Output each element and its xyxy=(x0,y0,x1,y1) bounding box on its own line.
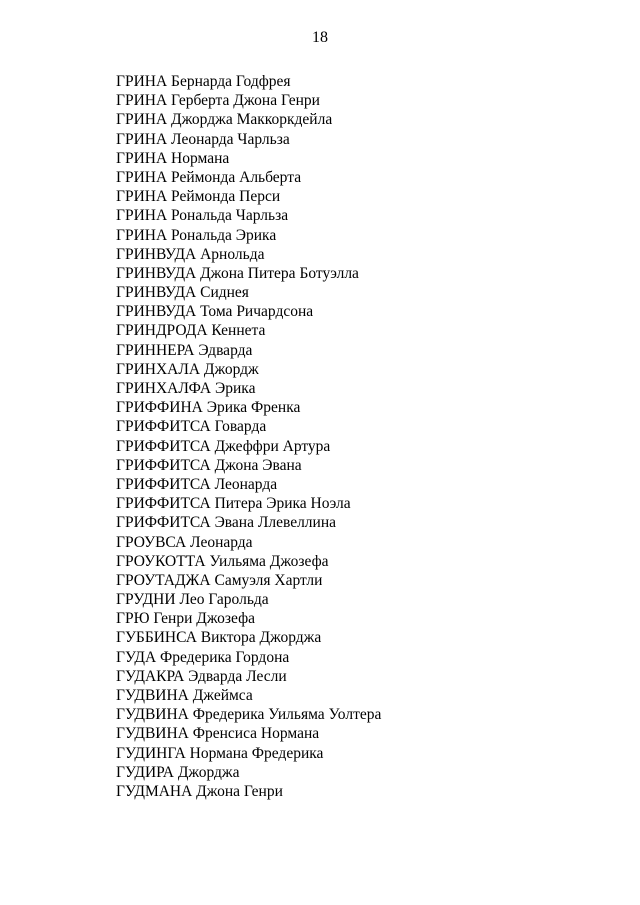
name-list-item: ГРИНХАЛФА Эрика xyxy=(116,380,256,397)
name-list xyxy=(116,72,381,801)
name-list-item: ГРИНВУДА Джона Питера Ботуэлла xyxy=(116,264,359,282)
name-list-item: ГРИФФИТСА Джона Эвана xyxy=(116,456,302,474)
name-list-item: ГРИНА Реймонда Перси xyxy=(116,188,281,206)
name-list-item: ГРИФФИТСА Эвана Ллевеллина xyxy=(116,514,337,532)
name-list-item: ГРИННЕРА Эдварда xyxy=(116,341,253,359)
name-list-item: ГУББИНСА Виктора Джорджа xyxy=(116,629,322,647)
name-list-item: ГРОУТАДЖА Самуэля Хартли xyxy=(116,571,323,589)
name-list-item: ГРОУКОТТА Уильяма Джозефа xyxy=(116,552,329,570)
name-list-item: ГРИНА Реймонда Альберта xyxy=(116,168,302,186)
name-list-item: ГРИНВУДА Тома Ричардсона xyxy=(116,303,314,321)
name-list-item: ГРИФФИТСА Леонарда xyxy=(116,475,278,493)
name-list-item: ГУДИНГА Нормана Фредерика xyxy=(116,744,324,762)
name-list-item: ГРОУВСА Леонарда xyxy=(116,533,253,551)
name-list-item: ГРУДНИ Лео Гарольда xyxy=(116,591,269,609)
name-list-item: ГРИНА Леонарда Чарльза xyxy=(116,130,290,148)
name-list-item: ГУДВИНА Фредерика Уильяма Уолтера xyxy=(116,706,382,724)
name-list-item: ГРИНА Бернарда Годфрея xyxy=(116,73,291,90)
name-list-item: ГРИФФИНА Эрика Френка xyxy=(116,399,301,417)
name-list-item: ГРЮ Генри Джозефа xyxy=(116,610,256,628)
name-list-item: ГУДВИНА Френсиса Нормана xyxy=(116,725,320,743)
name-list-item: ГРИНА Рональда Эрика xyxy=(116,226,277,244)
name-list-item: ГРИНА Джорджа Маккоркдейла xyxy=(116,111,333,129)
name-list-item: ГРИНДРОДА Кеннета xyxy=(116,322,266,340)
name-list-item: ГРИНХАЛА Джордж xyxy=(116,360,259,378)
name-list-item: ГРИНА Герберта Джона Генри xyxy=(116,92,320,110)
name-list-item: ГУДВИНА Джеймса xyxy=(116,687,253,704)
name-list-item: ГРИНА Нормана xyxy=(116,149,230,167)
name-list-item: ГУДАКРА Эдварда Лесли xyxy=(116,667,287,685)
name-list-item: ГРИФФИТСА Говарда xyxy=(116,418,267,436)
name-list-item: ГРИНА Рональда Чарльза xyxy=(116,207,289,225)
name-list-item: ГРИНВУДА Арнольда xyxy=(116,245,265,263)
name-list-item: ГУДА Фредерика Гордона xyxy=(116,648,290,666)
name-list-item: ГРИНВУДА Сиднея xyxy=(116,284,249,302)
name-list-item: ГУДИРА Джорджа xyxy=(116,763,240,781)
name-list-item: ГРИФФИТСА Питера Эрика Ноэла xyxy=(116,495,351,513)
name-list-item: ГУДМАНА Джона Генри xyxy=(116,782,283,800)
page-number: 18 xyxy=(312,29,328,46)
name-list-item: ГРИФФИТСА Джеффри Артура xyxy=(116,437,331,455)
